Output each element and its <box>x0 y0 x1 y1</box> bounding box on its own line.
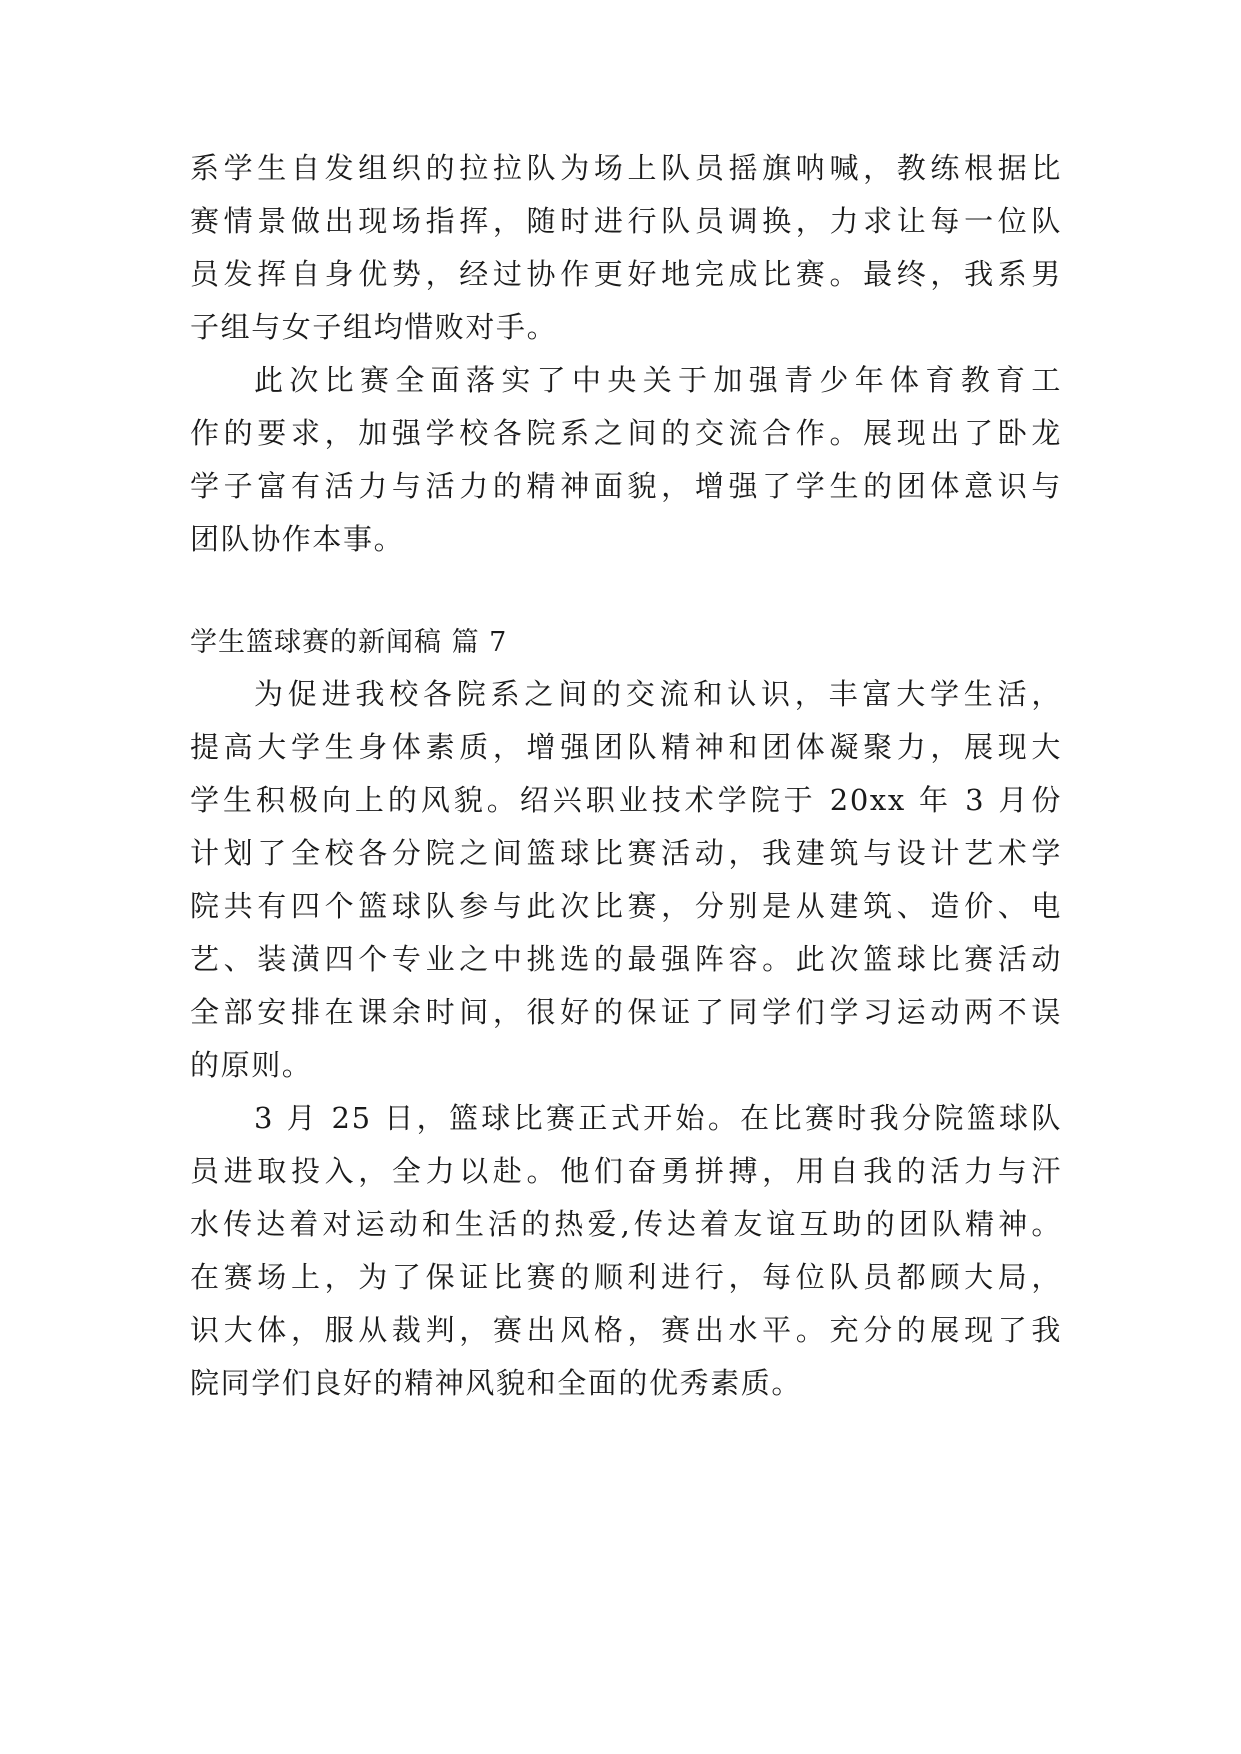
text-line: 赛情景做出现场指挥，随时进行队员调换，力求让每一位队 <box>190 204 1062 238</box>
text-line: 3 月 25 日，篮球比赛正式开始。在比赛时我分院篮球队 <box>254 1101 1062 1135</box>
text-line: 作的要求，加强学校各院系之间的交流合作。展现出了卧龙 <box>190 416 1062 450</box>
text-line: 员进取投入，全力以赴。他们奋勇拼搏，用自我的活力与汗 <box>190 1154 1062 1188</box>
section-heading: 学生篮球赛的新闻稿 篇 7 <box>190 627 508 658</box>
text-line: 水传达着对运动和生活的热爱,传达着友谊互助的团队精神。 <box>190 1207 1062 1241</box>
text-line: 为促进我校各院系之间的交流和认识，丰富大学生活， <box>254 677 1062 711</box>
text-line: 子组与女子组均惜败对手。 <box>190 310 558 344</box>
text-line: 员发挥自身优势，经过协作更好地完成比赛。最终，我系男 <box>190 257 1062 291</box>
text-line: 识大体，服从裁判，赛出风格，赛出水平。充分的展现了我 <box>190 1313 1062 1347</box>
text-line: 学子富有活力与活力的精神面貌，增强了学生的团体意识与 <box>190 469 1062 503</box>
text-line: 院同学们良好的精神风貌和全面的优秀素质。 <box>190 1366 803 1400</box>
text-line: 团队协作本事。 <box>190 522 405 556</box>
text-line: 提高大学生身体素质，增强团队精神和团体凝聚力，展现大 <box>190 730 1062 764</box>
text-line: 的原则。 <box>190 1048 313 1082</box>
text-line: 学生积极向上的风貌。绍兴职业技术学院于 20xx 年 3 月份 <box>190 783 1062 817</box>
text-line: 艺、装潢四个专业之中挑选的最强阵容。此次篮球比赛活动 <box>190 942 1062 976</box>
text-line: 系学生自发组织的拉拉队为场上队员摇旗呐喊，教练根据比 <box>190 151 1062 185</box>
text-line: 计划了全校各分院之间篮球比赛活动，我建筑与设计艺术学 <box>190 836 1062 870</box>
text-line: 此次比赛全面落实了中央关于加强青少年体育教育工 <box>254 363 1062 397</box>
text-line: 在赛场上，为了保证比赛的顺利进行，每位队员都顾大局， <box>190 1260 1062 1294</box>
text-line: 全部安排在课余时间，很好的保证了同学们学习运动两不误 <box>190 995 1062 1029</box>
text-line: 院共有四个篮球队参与此次比赛，分别是从建筑、造价、电 <box>190 889 1062 923</box>
